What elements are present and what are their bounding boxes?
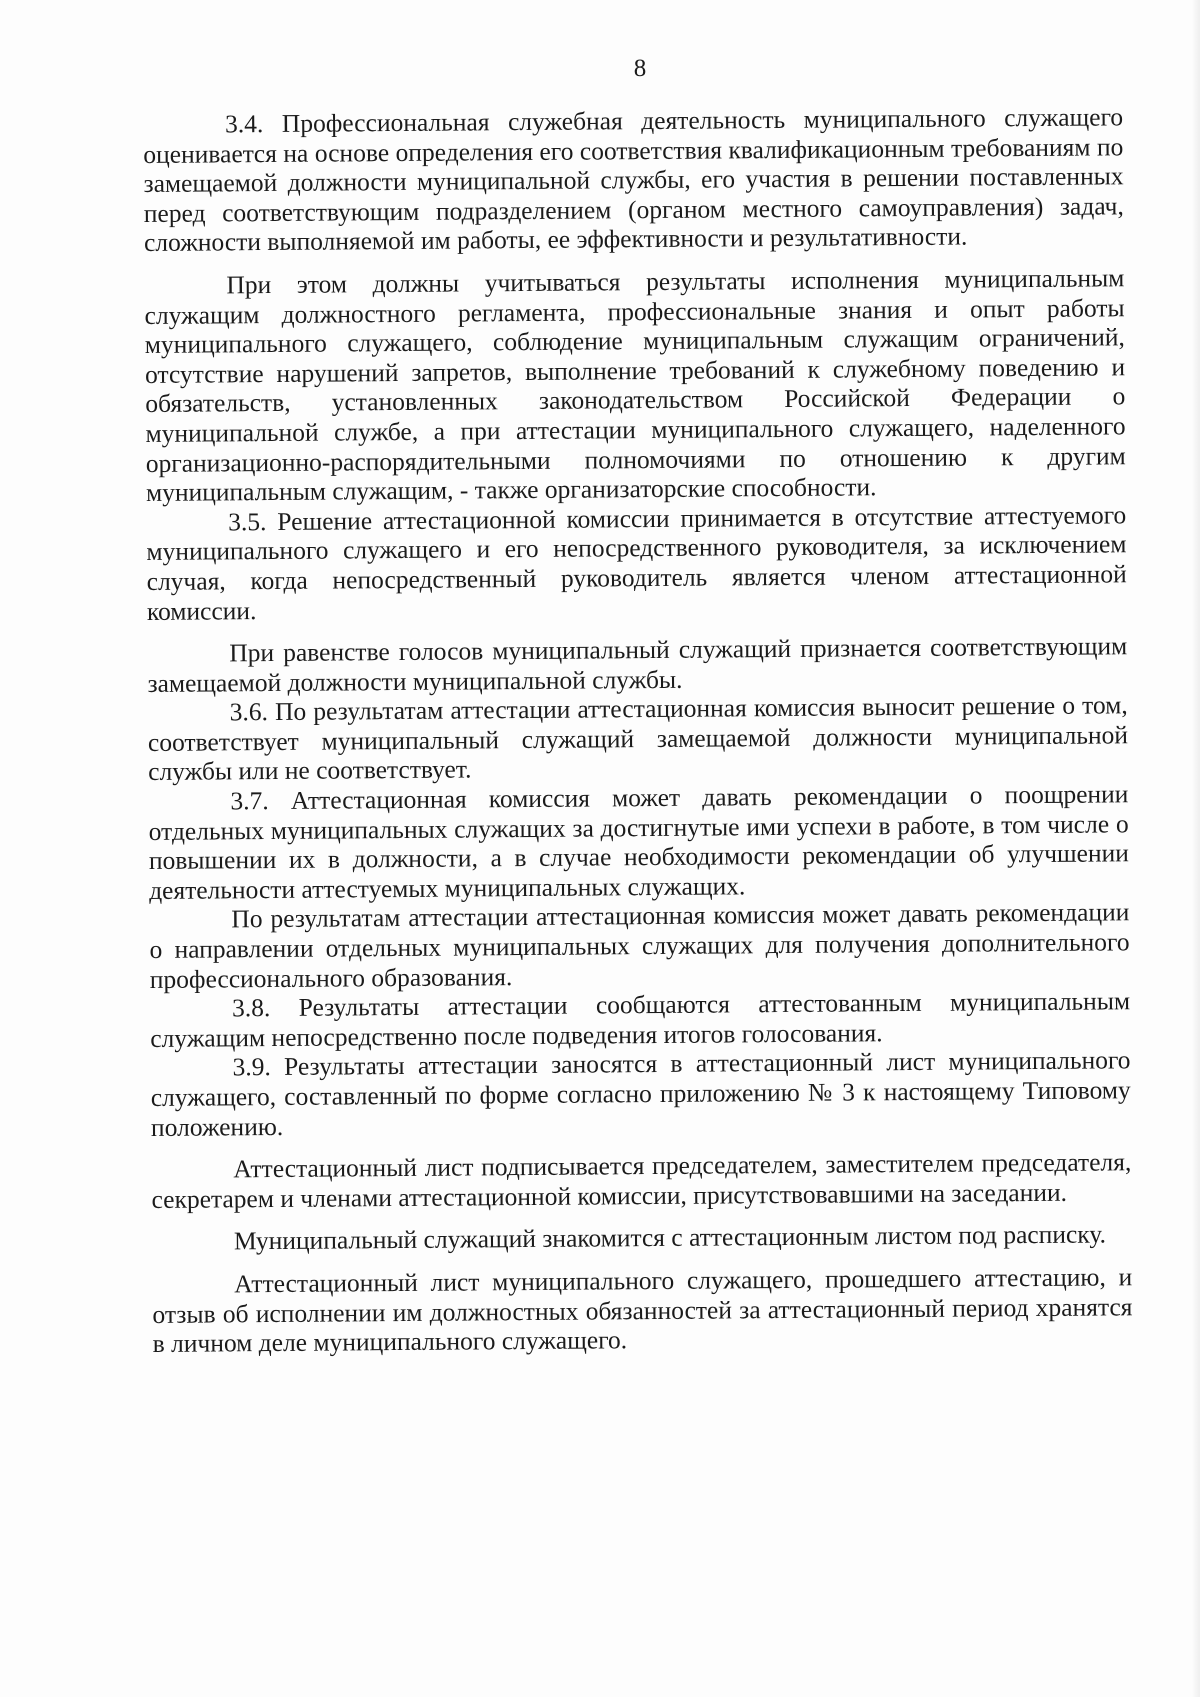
- paragraph-3-4-continued: При этом должны учитываться результаты исполнения муниципальным служащим должностного регламента, профессиональные знания и опыт работы муниципального служащего, соблюдение муниципальным служащим ограничений, отсутствие нарушений запретов, выполнение требований к служебному поведению и обязательств, установленных законодательством Российской Федерации о муниципальной службе, а при аттестации муниципального служащего, наделенного организационно-распорядительными полномочиями по отношению к другим муниципальным служащим, - также организаторские способности.: [144, 263, 1126, 508]
- paragraph-3-9: 3.9. Результаты аттестации заносятся в аттестационный лист муниципального служащего, составленный по форме согласно приложению № 3 к настоящему Типовому положению.: [150, 1045, 1131, 1142]
- page-number: 8: [633, 55, 647, 82]
- paragraph-3-9-storage: Аттестационный лист муниципального служащего, прошедшего аттестацию, и отзыв об исполнении им должностных обязанностей за аттестационный период хранятся в личном деле муниципального служащего.: [152, 1262, 1133, 1359]
- paragraph-3-4: 3.4. Профессиональная служебная деятельность муниципального служащего оцениваетcя на основе определения его соответствия квалификационным требованиям по замещаемой должности муниципальной службы, его участия в решении поставленных перед соответствующим подразделением (органом местного самоуправления) задач, сложности выполняемой им работы, ее эффективности и результативности.: [143, 102, 1124, 258]
- paragraph-3-9-signature: Аттестационный лист подписывается председателем, заместителем председателя, секретарем и членами аттестационной комиссии, присутствовавшими на заседании.: [151, 1147, 1132, 1214]
- paragraph-3-8: 3.8. Результаты аттестации сообщаются аттестованным муниципальным служащим непосредственно после подведения итогов голосования.: [150, 986, 1131, 1053]
- document-body: [143, 102, 1133, 1358]
- paragraph-3-6: 3.6. По результатам аттестации аттестационная комиссия выносит решение о том, соответствует муниципальный служащий замещаемой должности муниципальной службы или не соответствует.: [147, 690, 1129, 787]
- paragraph-3-9-acquaintance: Муниципальный служащий знакомится с аттестационным листом под расписку.: [233, 1219, 1107, 1256]
- paragraph-3-7: 3.7. Аттестационная комиссия может давать рекомендации о поощрении отдельных муниципальных служащих за достигнутые ими успехи в работе, в том числе о повышении их в должности, а в случае необходимости рекомендации об улучшении деятельности аттестуемых муниципальных служащих.: [148, 779, 1129, 905]
- paragraph-3-7-continued: По результатам аттестации аттестационная комиссия может давать рекомендации о направлении отдельных муниципальных служащих для получения дополнительного профессионального образования.: [149, 897, 1130, 994]
- paragraph-3-5-continued: При равенстве голосов муниципальный служащий признается соответствующим замещаемой должности муниципальной службы.: [147, 631, 1128, 698]
- scan-edge-shadow: [1192, 0, 1200, 1697]
- paragraph-3-5: 3.5. Решение аттестационной комиссии принимается в отсутствие аттестуемого муниципального служащего и его непосредственного руководителя, за исключением случая, когда непосредственный руководитель является членом аттестационной комиссии.: [146, 500, 1127, 626]
